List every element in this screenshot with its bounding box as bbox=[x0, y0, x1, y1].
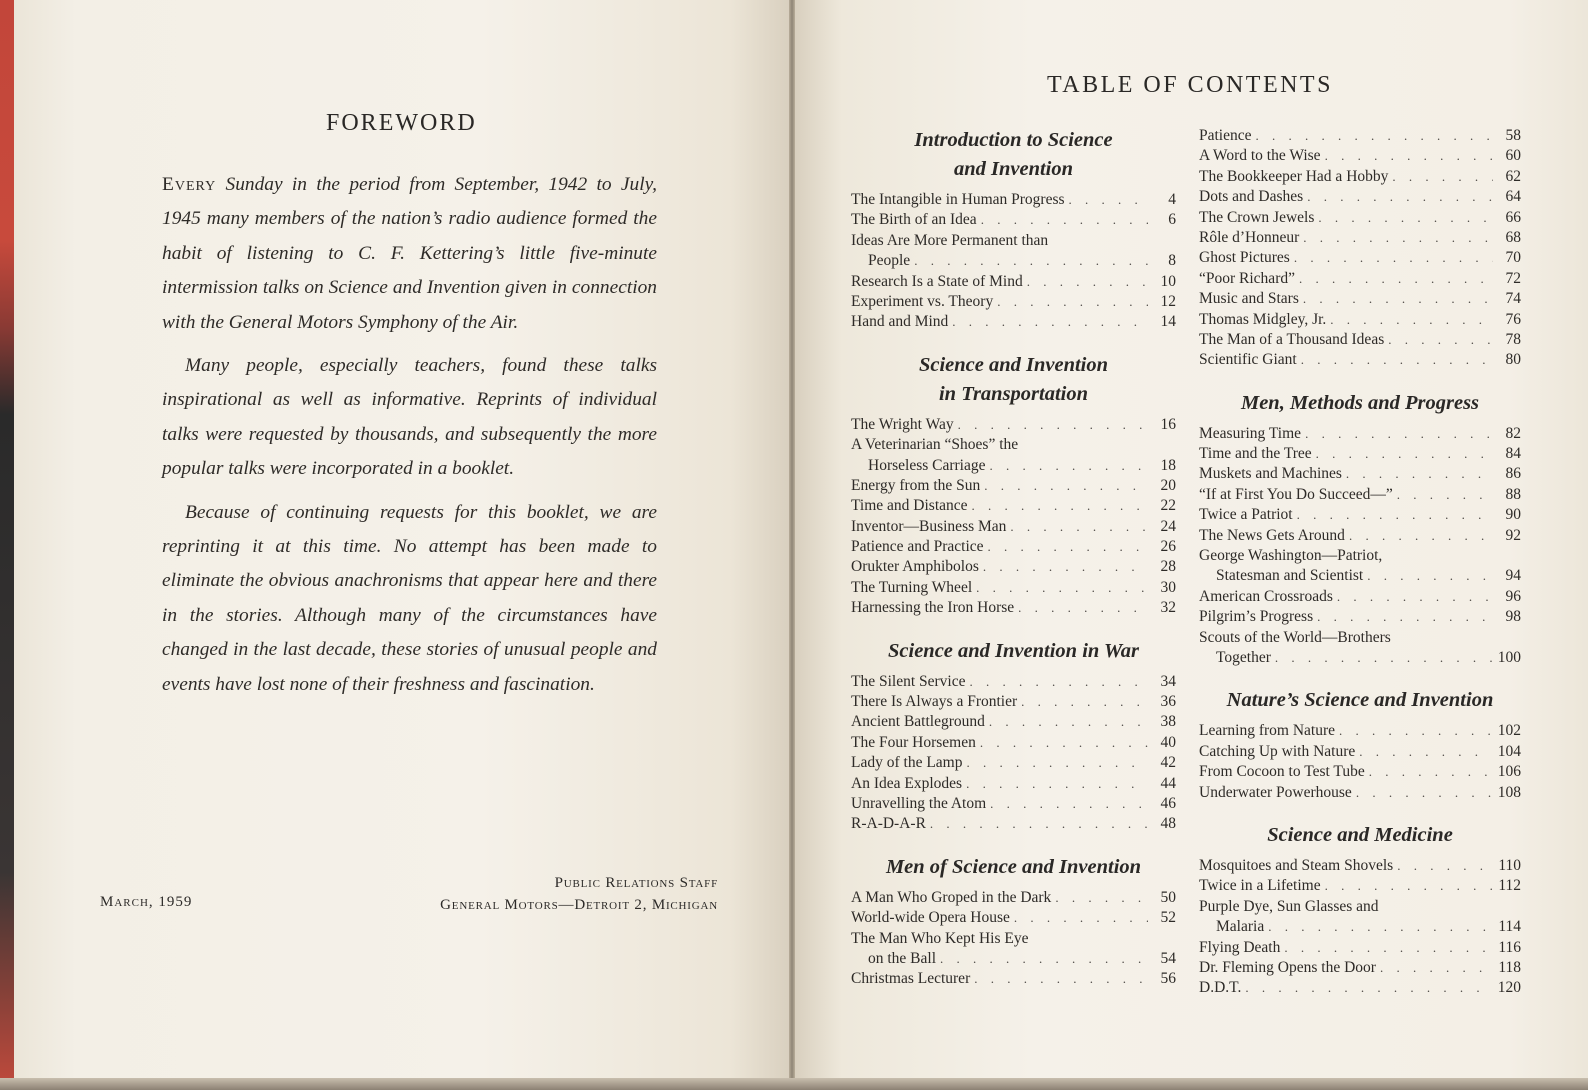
toc-section-heading-line: Introduction to Science bbox=[914, 129, 1113, 151]
toc-entry-title: Twice in a Lifetime bbox=[1199, 877, 1321, 895]
toc-dot-leader bbox=[984, 476, 1148, 496]
toc-section-gap bbox=[851, 619, 1176, 637]
toc-entry bbox=[851, 292, 1176, 312]
toc-entry-title: The Intangible in Human Progress bbox=[851, 191, 1065, 208]
toc-entry-page: 106 bbox=[1497, 763, 1521, 781]
toc-entry-page: 24 bbox=[1160, 517, 1176, 535]
toc-dot-leader bbox=[1294, 248, 1493, 268]
toc-entry-title: “Poor Richard” bbox=[1199, 269, 1295, 287]
toc-entry-page: 18 bbox=[1160, 456, 1176, 474]
toc-entry-page: 34 bbox=[1160, 672, 1176, 690]
toc-dot-leader bbox=[1369, 762, 1492, 782]
toc-entry bbox=[851, 888, 1176, 908]
toc-entry-page: 62 bbox=[1505, 167, 1521, 185]
toc-entry bbox=[851, 272, 1176, 292]
toc-entry-title: Pilgrim’s Progress bbox=[1199, 608, 1314, 626]
toc-dot-leader bbox=[1349, 526, 1493, 546]
toc-entry bbox=[851, 557, 1176, 577]
toc-entry-title: The Crown Jewels bbox=[1199, 208, 1315, 226]
toc-section-heading bbox=[1199, 821, 1521, 850]
toc-entry bbox=[1199, 607, 1521, 627]
toc-entry bbox=[851, 578, 1176, 598]
foreword-body bbox=[162, 168, 657, 711]
toc-dot-leader bbox=[1397, 485, 1493, 505]
toc-entry bbox=[1199, 248, 1521, 268]
toc-entry-page: 44 bbox=[1160, 774, 1176, 792]
toc-entry-title: George Washington—Patriot, bbox=[1199, 547, 1383, 565]
toc-dot-leader bbox=[997, 292, 1148, 312]
toc-entry-page: 16 bbox=[1160, 415, 1176, 433]
toc-entry-page: 84 bbox=[1505, 445, 1521, 463]
foreword-paragraph-1-text: Sunday in the period from September, 1942 to July, 1945 many members of the nation’s radio audience formed the habit of listening to C. F. Kettering’s little five-minute intermission talks on Science and Invention given in connection with the General Motors Symphony of the Air. bbox=[162, 174, 657, 333]
toc-entry-title: Christmas Lecturer bbox=[851, 970, 971, 988]
toc-entry-title: Hand and Mind bbox=[851, 313, 949, 331]
toc-entry-page: 36 bbox=[1160, 693, 1176, 711]
toc-dot-leader bbox=[989, 712, 1148, 732]
toc-entry bbox=[1199, 424, 1521, 444]
toc-entry-title: From Cocoon to Test Tube bbox=[1199, 763, 1365, 781]
toc-entry-title: on the Ball bbox=[868, 949, 937, 967]
toc-entry-title: Energy from the Sun bbox=[851, 476, 981, 494]
book-gutter bbox=[789, 0, 795, 1080]
toc-entry-title: Mosquitoes and Steam Shovels bbox=[1199, 856, 1394, 874]
toc-entry bbox=[1199, 269, 1521, 289]
toc-dot-leader bbox=[980, 733, 1148, 753]
toc-entry-page: 12 bbox=[1160, 292, 1176, 310]
toc-entry-title: American Crossroads bbox=[1199, 587, 1333, 605]
toc-entry-page: 38 bbox=[1160, 713, 1176, 731]
toc-dot-leader bbox=[988, 537, 1148, 557]
toc-dot-leader bbox=[1018, 598, 1148, 618]
toc-entry-title: Purple Dye, Sun Glasses and bbox=[1199, 897, 1379, 915]
toc-entry-title: Rôle d’Honneur bbox=[1199, 228, 1300, 246]
toc-dot-leader bbox=[990, 794, 1148, 814]
toc-section-heading-line: Science and Invention in War bbox=[888, 639, 1139, 662]
toc-entry-page: 86 bbox=[1505, 465, 1521, 483]
toc-entry-title: Music and Stars bbox=[1199, 290, 1299, 308]
toc-entry-page: 46 bbox=[1160, 794, 1176, 812]
toc-dot-leader bbox=[1359, 742, 1491, 762]
toc-entry-title: The Wright Way bbox=[851, 415, 954, 433]
toc-entry-page: 78 bbox=[1505, 330, 1521, 348]
toc-entry-title: Scientific Giant bbox=[1199, 351, 1297, 369]
toc-entry bbox=[851, 496, 1176, 516]
toc-entry-title: Research Is a State of Mind bbox=[851, 272, 1023, 290]
toc-entry-title: A Man Who Groped in the Dark bbox=[851, 888, 1052, 906]
toc-dot-leader bbox=[1014, 908, 1148, 928]
toc-entry-page: 6 bbox=[1168, 211, 1176, 229]
toc-entry bbox=[1199, 978, 1521, 998]
toc-entry bbox=[1199, 721, 1521, 741]
toc-dot-leader bbox=[966, 774, 1148, 794]
toc-section-heading bbox=[1199, 389, 1521, 418]
toc-entry bbox=[1199, 648, 1521, 668]
toc-section-gap bbox=[1199, 803, 1521, 821]
toc-dot-leader bbox=[1318, 208, 1493, 228]
toc-dot-leader bbox=[1325, 146, 1493, 166]
toc-entry bbox=[1199, 566, 1521, 586]
toc-entry-page: 116 bbox=[1498, 938, 1521, 956]
toc-entry bbox=[851, 517, 1176, 537]
toc-entry-title: Measuring Time bbox=[1199, 424, 1302, 442]
toc-dot-leader bbox=[970, 672, 1149, 692]
toc-entry-page: 88 bbox=[1505, 485, 1521, 503]
toc-entry-page: 92 bbox=[1505, 526, 1521, 544]
toc-entry bbox=[1199, 330, 1521, 350]
toc-dot-leader bbox=[1356, 783, 1492, 803]
toc-entry-title: R-A-D-A-R bbox=[851, 815, 926, 833]
signature-organization: General Motors—Detroit 2, Michigan bbox=[440, 897, 718, 913]
toc-dot-leader bbox=[1305, 424, 1493, 444]
toc-dot-leader bbox=[930, 814, 1148, 834]
toc-entry-title: The Turning Wheel bbox=[851, 578, 973, 596]
toc-entry-title: Malaria bbox=[1216, 918, 1265, 936]
toc-entry-page: 28 bbox=[1160, 558, 1176, 576]
toc-entry-page: 104 bbox=[1497, 742, 1521, 760]
toc-entry-title: Lady of the Lamp bbox=[851, 754, 963, 772]
toc-section-gap bbox=[851, 333, 1176, 351]
toc-entry-page: 8 bbox=[1168, 252, 1176, 270]
toc-entry-page: 118 bbox=[1498, 958, 1521, 976]
toc-entry-title: Statesman and Scientist bbox=[1216, 567, 1364, 585]
toc-entry bbox=[851, 814, 1176, 834]
toc-entry bbox=[1199, 783, 1521, 803]
toc-entry-page: 32 bbox=[1160, 599, 1176, 617]
page-bottom-edge bbox=[0, 1078, 1588, 1090]
toc-dot-leader bbox=[1325, 876, 1493, 896]
toc-entry bbox=[851, 908, 1176, 928]
book-cover-edge bbox=[0, 0, 14, 1090]
toc-entry bbox=[1199, 876, 1521, 896]
toc-entry bbox=[851, 672, 1176, 692]
toc-entry-page: 66 bbox=[1505, 208, 1521, 226]
toc-entry-page: 64 bbox=[1505, 188, 1521, 206]
toc-entry-title: Flying Death bbox=[1199, 938, 1281, 956]
toc-dot-leader bbox=[1021, 692, 1148, 712]
toc-section-heading-line: in Transportation bbox=[938, 382, 1089, 405]
toc-entry-first-line bbox=[851, 435, 1176, 455]
toc-dot-leader bbox=[1388, 330, 1493, 350]
foreword-paragraph-1 bbox=[162, 168, 657, 340]
toc-entry-title: Thomas Midgley, Jr. bbox=[1199, 310, 1327, 328]
foreword-paragraph-2: Many people, especially teachers, found these talks inspirational as well as informative. Reprints of individual talks were requested by thousands, and subsequently the more popular talks were incorporated in a booklet. bbox=[162, 355, 657, 480]
toc-entry-title: The Man Who Kept His Eye bbox=[851, 929, 1029, 947]
toc-entry-page: 94 bbox=[1505, 567, 1521, 585]
toc-entry bbox=[851, 210, 1176, 230]
toc-entry-title: Time and the Tree bbox=[1199, 445, 1312, 463]
toc-dot-leader bbox=[990, 456, 1149, 476]
toc-dot-leader bbox=[1275, 648, 1492, 668]
toc-entry-page: 50 bbox=[1160, 888, 1176, 906]
toc-entry bbox=[851, 476, 1176, 496]
toc-entry-title: Underwater Powerhouse bbox=[1199, 783, 1352, 801]
toc-entry-title: Time and Distance bbox=[851, 497, 968, 515]
toc-entry-title: Orukter Amphibolos bbox=[851, 558, 979, 576]
toc-entry bbox=[1199, 917, 1521, 937]
toc-entry-first-line bbox=[1199, 546, 1521, 566]
toc-entry-title: Ideas Are More Permanent than bbox=[851, 231, 1049, 249]
toc-entry bbox=[851, 190, 1176, 210]
foreword-paragraph-3: Because of continuing requests for this booklet, we are reprinting it at this time. No attempt has been made to eliminate the obvious anachronisms that appear here and there in the stories. Although many of the circumstances have changed in the last decade, these stories of unusual people and events have lost none of their freshness and fascination. bbox=[162, 501, 657, 695]
toc-section-gap bbox=[1199, 371, 1521, 389]
toc-dot-leader bbox=[952, 312, 1148, 332]
toc-entry-first-line bbox=[851, 929, 1176, 949]
toc-entry bbox=[1199, 187, 1521, 207]
toc-column-right bbox=[1199, 126, 1521, 999]
toc-dot-leader bbox=[1055, 888, 1148, 908]
toc-entry-first-line bbox=[851, 231, 1176, 251]
toc-dot-leader bbox=[1297, 505, 1493, 525]
toc-entry-page: 68 bbox=[1505, 228, 1521, 246]
toc-entry bbox=[1199, 126, 1521, 146]
toc-dot-leader bbox=[983, 557, 1148, 577]
toc-entry-title: D.D.T. bbox=[1199, 979, 1242, 997]
toc-entry-page: 56 bbox=[1160, 970, 1176, 988]
toc-entry bbox=[851, 969, 1176, 989]
toc-entry-page: 114 bbox=[1498, 918, 1521, 936]
toc-entry-page: 52 bbox=[1160, 909, 1176, 927]
toc-entry-title: Catching Up with Nature bbox=[1199, 742, 1356, 760]
toc-section-heading bbox=[851, 637, 1176, 666]
toc-entry bbox=[851, 774, 1176, 794]
toc-entry bbox=[1199, 350, 1521, 370]
toc-dot-leader bbox=[1256, 126, 1493, 146]
toc-entry-title: A Veterinarian “Shoes” the bbox=[851, 436, 1019, 454]
toc-entry bbox=[1199, 310, 1521, 330]
toc-entry-title: The Man of a Thousand Ideas bbox=[1199, 330, 1385, 348]
toc-entry-page: 60 bbox=[1505, 147, 1521, 165]
toc-dot-leader bbox=[1367, 566, 1493, 586]
toc-entry-title: The Bookkeeper Had a Hobby bbox=[1199, 167, 1389, 185]
toc-dot-leader bbox=[1339, 721, 1492, 741]
toc-entry-page: 40 bbox=[1160, 733, 1176, 751]
toc-dot-leader bbox=[1337, 587, 1493, 607]
toc-entry bbox=[851, 312, 1176, 332]
toc-entry-page: 100 bbox=[1497, 648, 1521, 666]
toc-entry-page: 58 bbox=[1505, 127, 1521, 144]
toc-entry-page: 54 bbox=[1160, 949, 1176, 967]
toc-entry-title: Twice a Patriot bbox=[1199, 506, 1293, 524]
toc-entry bbox=[1199, 146, 1521, 166]
toc-section-heading bbox=[851, 126, 1176, 184]
toc-entry-title: The Four Horsemen bbox=[851, 733, 976, 751]
toc-entry bbox=[1199, 485, 1521, 505]
toc-entry-page: 42 bbox=[1160, 754, 1176, 772]
toc-entry-title: Experiment vs. Theory bbox=[851, 292, 994, 310]
toc-entry bbox=[1199, 762, 1521, 782]
toc-dot-leader bbox=[974, 969, 1148, 989]
toc-entry bbox=[851, 692, 1176, 712]
toc-entry-title: Learning from Nature bbox=[1199, 722, 1335, 740]
toc-entry bbox=[851, 794, 1176, 814]
toc-entry-page: 76 bbox=[1505, 310, 1521, 328]
toc-entry-title: Muskets and Machines bbox=[1199, 465, 1342, 483]
toc-entry-title: Dr. Fleming Opens the Door bbox=[1199, 958, 1376, 976]
toc-entry-page: 96 bbox=[1505, 587, 1521, 605]
toc-entry bbox=[1199, 856, 1521, 876]
toc-entry bbox=[1199, 289, 1521, 309]
toc-entry-page: 98 bbox=[1505, 608, 1521, 626]
toc-entry-page: 120 bbox=[1497, 979, 1521, 997]
toc-entry bbox=[851, 456, 1176, 476]
toc-entry-title: Dots and Dashes bbox=[1199, 188, 1304, 206]
toc-entry-title: There Is Always a Frontier bbox=[851, 693, 1018, 711]
toc-entry bbox=[1199, 464, 1521, 484]
toc-dot-leader bbox=[1380, 958, 1492, 978]
toc-entry-page: 102 bbox=[1497, 722, 1521, 740]
toc-section-heading-line: Men, Methods and Progress bbox=[1240, 391, 1480, 414]
foreword-signature bbox=[400, 872, 718, 916]
toc-entry-title: Horseless Carriage bbox=[868, 456, 986, 474]
toc-entry-page: 30 bbox=[1160, 578, 1176, 596]
foreword-title: FOREWORD bbox=[326, 110, 477, 136]
signature-staff: Public Relations Staff bbox=[554, 875, 718, 891]
toc-dot-leader bbox=[1307, 187, 1493, 207]
toc-dot-leader bbox=[1010, 517, 1148, 537]
toc-entry bbox=[1199, 938, 1521, 958]
toc-entry bbox=[1199, 208, 1521, 228]
toc-entry bbox=[1199, 444, 1521, 464]
toc-entry-page: 82 bbox=[1505, 424, 1521, 442]
toc-dot-leader bbox=[1397, 856, 1492, 876]
toc-dot-leader bbox=[958, 415, 1148, 435]
toc-dot-leader bbox=[1027, 272, 1148, 292]
toc-dot-leader bbox=[1301, 350, 1493, 370]
toc-entry-title: People bbox=[868, 252, 911, 270]
toc-entry-page: 22 bbox=[1160, 497, 1176, 515]
toc-dot-leader bbox=[1317, 607, 1493, 627]
toc-entry-title: The Birth of an Idea bbox=[851, 211, 977, 229]
toc-dot-leader bbox=[972, 496, 1148, 516]
toc-entry bbox=[851, 712, 1176, 732]
toc-entry-page: 112 bbox=[1498, 877, 1521, 895]
toc-entry-page: 26 bbox=[1160, 538, 1176, 556]
toc-section-heading bbox=[1199, 686, 1521, 715]
toc-section-gap bbox=[851, 835, 1176, 853]
toc-entry-page: 110 bbox=[1498, 856, 1521, 874]
toc-entry-page: 90 bbox=[1505, 506, 1521, 524]
toc-dot-leader bbox=[1245, 978, 1491, 998]
toc-entry bbox=[851, 415, 1176, 435]
toc-entry bbox=[851, 753, 1176, 773]
toc-entry-page: 14 bbox=[1160, 313, 1176, 331]
toc-entry-first-line bbox=[1199, 897, 1521, 917]
toc-dot-leader bbox=[1284, 938, 1492, 958]
toc-entry-title: Patience bbox=[1199, 127, 1252, 144]
toc-dot-leader bbox=[1299, 269, 1493, 289]
toc-entry-title: Unravelling the Atom bbox=[851, 794, 987, 812]
toc-entry-page: 72 bbox=[1505, 269, 1521, 287]
toc-entry-title: Inventor—Business Man bbox=[851, 517, 1007, 535]
toc-dot-leader bbox=[1346, 464, 1493, 484]
toc-entry-title: The News Gets Around bbox=[1199, 526, 1345, 544]
foreword-lead-word: Every bbox=[162, 174, 217, 195]
toc-entry-page: 80 bbox=[1505, 351, 1521, 369]
toc-entry-page: 20 bbox=[1160, 476, 1176, 494]
toc-dot-leader bbox=[1303, 289, 1493, 309]
toc-entry bbox=[851, 537, 1176, 557]
toc-section-heading bbox=[851, 853, 1176, 882]
toc-entry-page: 108 bbox=[1497, 783, 1521, 801]
toc-entry-page: 48 bbox=[1160, 815, 1176, 833]
toc-entry bbox=[1199, 526, 1521, 546]
toc-entry-title: Ghost Pictures bbox=[1199, 249, 1290, 267]
toc-dot-leader bbox=[1392, 167, 1493, 187]
toc-entry bbox=[1199, 167, 1521, 187]
toc-entry-title: A Word to the Wise bbox=[1199, 147, 1321, 165]
toc-section-heading-line: Science and Invention bbox=[918, 353, 1109, 376]
toc-entry-title: Together bbox=[1216, 648, 1271, 666]
toc-entry bbox=[1199, 505, 1521, 525]
toc-dot-leader bbox=[1330, 310, 1493, 330]
toc-entry bbox=[1199, 958, 1521, 978]
toc-dot-leader bbox=[981, 210, 1148, 230]
toc-entry bbox=[1199, 228, 1521, 248]
toc-column-left bbox=[851, 126, 1176, 990]
toc-entry-title: Patience and Practice bbox=[851, 538, 984, 556]
toc-entry-title: “If at First You Do Succeed—” bbox=[1199, 485, 1393, 503]
foreword-date: March, 1959 bbox=[100, 894, 193, 910]
toc-entry-page: 10 bbox=[1160, 272, 1176, 290]
toc-dot-leader bbox=[1316, 444, 1493, 464]
toc-section-gap bbox=[1199, 668, 1521, 686]
toc-section-heading-line: Men of Science and Invention bbox=[885, 855, 1142, 878]
toc-dot-leader bbox=[966, 753, 1148, 773]
toc-dot-leader bbox=[1069, 190, 1148, 210]
toc-section-heading-line: Science and Medicine bbox=[1267, 823, 1453, 846]
toc-entry-title: World-wide Opera House bbox=[851, 909, 1010, 927]
toc-entry-title: Ancient Battleground bbox=[851, 713, 985, 731]
toc-entry-page: 4 bbox=[1168, 191, 1176, 208]
toc-dot-leader bbox=[940, 949, 1148, 969]
toc-entry bbox=[851, 733, 1176, 753]
toc-entry bbox=[1199, 587, 1521, 607]
toc-entry-first-line bbox=[1199, 628, 1521, 648]
toc-section-heading bbox=[851, 351, 1176, 409]
toc-dot-leader bbox=[1268, 917, 1492, 937]
toc-entry bbox=[851, 251, 1176, 271]
toc-section-heading-line: Nature’s Science and Invention bbox=[1226, 689, 1494, 712]
toc-entry-title: The Silent Service bbox=[851, 672, 966, 690]
toc-entry-title: Harnessing the Iron Horse bbox=[851, 599, 1015, 617]
toc-section-heading-line: and Invention bbox=[953, 158, 1074, 180]
toc-entry-title: An Idea Explodes bbox=[851, 774, 963, 792]
toc-entry-title: Scouts of the World—Brothers bbox=[1199, 628, 1391, 646]
toc-title: TABLE OF CONTENTS bbox=[1047, 72, 1333, 98]
toc-dot-leader bbox=[976, 578, 1148, 598]
toc-dot-leader bbox=[1303, 228, 1493, 248]
toc-entry bbox=[1199, 742, 1521, 762]
toc-entry-page: 74 bbox=[1505, 290, 1521, 308]
toc-entry bbox=[851, 598, 1176, 618]
toc-entry bbox=[851, 949, 1176, 969]
toc-dot-leader bbox=[914, 251, 1148, 271]
toc-entry-page: 70 bbox=[1505, 249, 1521, 267]
